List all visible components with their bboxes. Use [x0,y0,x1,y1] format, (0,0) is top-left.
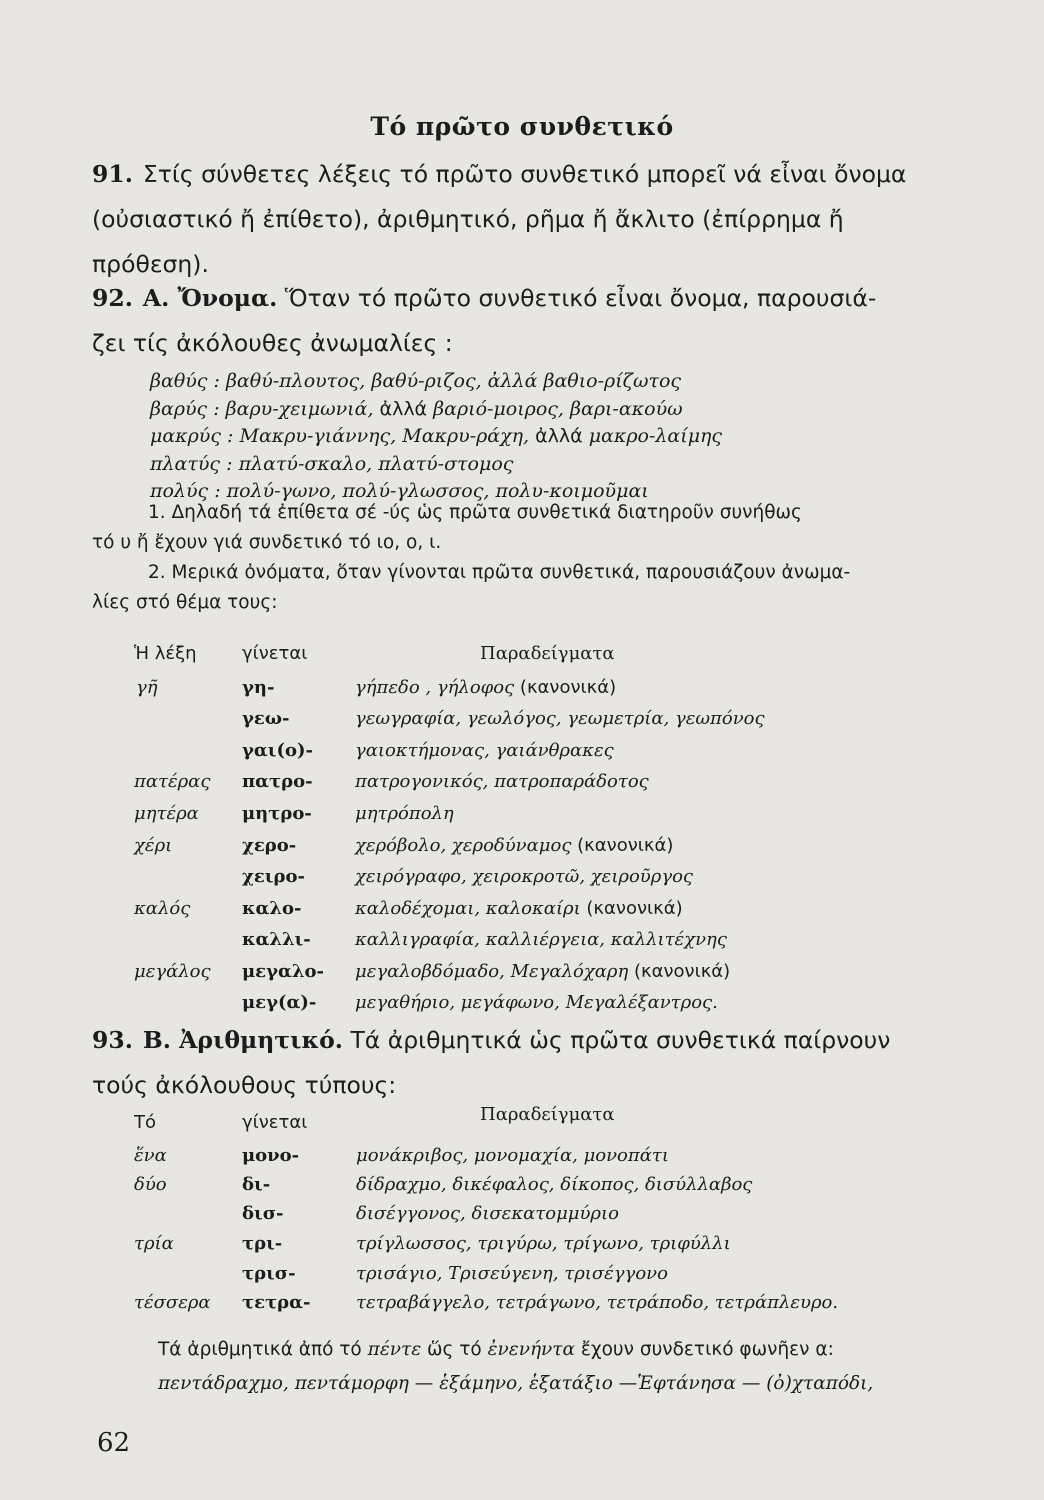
note-2-line-1: 2. Μερικά ὀνόματα, ὅταν γίνονται πρῶτα συνθετικά, παρουσιάζουν ἀνωμα- [148,562,851,583]
table-row-examples [355,677,616,698]
closing-text: Τά ἀριθμητικά ἀπό τό [158,1339,362,1360]
adjective: βαρύς : [150,397,220,420]
column-header: Ἡ λέξη [134,643,197,664]
section-heading: Α. Ὄνομα. [142,284,278,312]
table-row-prefix: τετρα- [242,1292,311,1313]
paragraph-91 [92,152,952,287]
table-row-prefix: μητρο- [242,803,312,824]
column-header: γίνεται [242,643,308,664]
table-row-word: τέσσερα [134,1292,211,1313]
paragraph-92-line-2: ζει τίς ἀκόλουθες ἀνωμαλίες : [92,329,453,357]
table-row-examples: χειρόγραφο, χειροκροτῶ, χειροῦργος [355,866,694,887]
numeral-word: ἐνενήντα [487,1339,576,1360]
paragraph-93 [92,1018,952,1108]
table-row-prefix: χειρο- [242,866,305,887]
table-row-examples: καλλιγραφία, καλλιέργεια, καλλιτέχνης [355,929,727,950]
example: πολύ-γωνο, [226,480,337,502]
closing-text: ἔχουν συνδετικό φωνῆεν α: [580,1339,834,1360]
example: πλατύ-στομος [378,452,514,475]
table-row-examples: γαιοκτήμονας, γαιάνθρακες [355,740,614,761]
table-row-examples [355,961,730,982]
column-header: Παραδείγματα [480,643,615,664]
paragraph-text: Στίς σύνθετες λέξεις τό πρῶτο συνθετικό μπορεῖ νά εἶναι ὄνομα [142,160,907,188]
examples-text: χερόβολο, χεροδύναμος [355,835,572,856]
adjective: πλατύς : [150,452,233,475]
paragraph-91-line-2: (οὐσιαστικό ἤ ἐπίθετο), ἀριθμητικό, ρῆμα ἤ ἄκλιτο (ἐπίρρημα ἤ [92,205,844,233]
example: Μακρυ-ράχη, [402,425,530,447]
table-row-prefix: δισ- [242,1203,284,1224]
table-row-word: μεγάλος [134,961,211,982]
example: μακρο-λαίμης [588,425,723,447]
table-row-examples: δισέγγονος, δισεκατομμύριο [356,1203,619,1224]
list-item [150,451,950,479]
table-row-prefix: τρισ- [242,1263,296,1284]
paragraph-92 [92,276,952,366]
examples-text: καλοδέχομαι, καλοκαίρι [355,898,581,919]
list-item [150,396,950,424]
table-row-prefix: γαι(ο)- [242,740,313,761]
table-row-word: μητέρα [134,803,199,824]
table-row-examples: τετραβάγγελο, τετράγωνο, τετράποδο, τετράπλευρο. [356,1292,839,1313]
numeral-word: πέντε [367,1339,422,1360]
table-row-prefix: γεω- [242,708,290,729]
table-row-word: τρία [134,1233,174,1254]
column-header: γίνεται [242,1112,308,1133]
table-row-word: ἕνα [134,1145,167,1166]
examples-text: γήπεδο , γήλοφος [355,677,515,698]
regular-note: (κανονικά) [633,961,731,982]
table-row-word: πατέρας [134,771,211,792]
example: βαθιο-ρίζωτος [543,370,682,392]
paragraph-text: Ὅταν τό πρῶτο συνθετικό εἶναι ὄνομα, παρουσιά- [284,284,877,312]
table-row-prefix: τρι- [242,1233,283,1254]
table-row-examples: τρίγλωσσος, τριγύρω, τρίγωνο, τριφύλλι [356,1233,731,1254]
notes [92,498,962,618]
regular-note: (κανονικά) [519,677,617,698]
table-row-examples [355,835,673,856]
example: πολύ-γλωσσος, [342,480,490,502]
paragraph-text: Τά ἀριθμητικά ὡς πρῶτα συνθετικά παίρνουν [350,1026,891,1054]
example: βαριό-μοιρος, βαρι-ακούω [433,397,683,420]
closing-line-1 [158,1333,978,1367]
example: βαθύ-ριζος, [371,370,482,392]
paragraph-number: 91. [92,160,133,188]
table-row-examples: τρισάγιο, Τρισεύγενη, τρισέγγονο [356,1263,668,1284]
paragraph-number: 93. [92,1026,133,1054]
paragraph-91-line-1 [92,152,952,197]
but-word: ἀλλά [487,370,538,392]
table-row-prefix: καλο- [242,898,302,919]
column-header: Παραδείγματα [480,1104,615,1125]
closing-paragraph [158,1333,978,1401]
table-row-prefix: μονο- [242,1145,300,1166]
page-number: 62 [97,1428,131,1458]
note-2-line-2: λίες στό θέμα τους: [92,592,278,613]
paragraph-number: 92. [92,284,133,312]
adjective: μακρύς : [150,425,234,447]
regular-note: (κανονικά) [586,898,683,919]
paragraph-92-line-1 [92,276,952,321]
adjective: βαθύς : [150,370,220,392]
table-row-word: γῆ [136,677,158,698]
column-header: Τό [134,1112,157,1133]
table-row-examples: πατρογονικός, πατροπαράδοτος [355,771,649,792]
closing-text: ὥς τό [427,1339,482,1360]
example: πλατύ-σκαλο, [238,452,373,475]
table-row-word: δύο [134,1174,167,1195]
list-item [150,368,950,396]
paragraph-93-line-1 [92,1018,952,1063]
table-row-examples [355,898,683,919]
but-word: ἀλλά [535,425,583,447]
table-row-examples: γεωγραφία, γεωλόγος, γεωμετρία, γεωπόνος [355,708,765,729]
table-row-prefix: πατρο- [242,771,313,792]
list-item [150,423,950,451]
table-row-prefix: μεγ(α)- [242,992,317,1013]
section-heading: Β. Ἀριθμητικό. [142,1026,343,1054]
adjective: πολύς : [150,480,221,502]
irregularities-list [150,368,950,506]
example: βαρυ-χειμωνιά, [225,397,374,420]
paragraph-91-line-3: πρόθεση). [92,250,209,278]
table-row-prefix: μεγαλο- [242,961,324,982]
example: Μακρυ-γιάννης, [239,425,397,447]
table-row-examples: μονάκριβος, μονομαχία, μονοπάτι [356,1145,669,1166]
table-row-examples: δίδραχμο, δικέφαλος, δίκοπος, δισύλλαβος [356,1174,753,1195]
but-word: ἀλλά [379,397,428,420]
note-1-line-2: τό υ ἤ ἔχουν γιά συνδετικό τό ιο, ο, ι. [92,532,442,553]
table-row-prefix: γη- [242,677,275,698]
paragraph-93-line-2: τούς ἀκόλουθους τύπους: [92,1071,397,1099]
table-row-examples: μητρόπολη [355,803,454,824]
regular-note: (κανονικά) [577,835,674,856]
examples-text: μεγαλοβδόμαδο, Μεγαλόχαρη [355,961,629,982]
table-row-examples: μεγαθήριο, μεγάφωνο, Μεγαλέξαντρος. [355,992,718,1013]
table-row-prefix: χερο- [242,835,297,856]
section-title: Τό πρῶτο συνθετικό [370,112,674,141]
table-row-word: χέρι [134,835,173,856]
table-row-word: καλός [134,898,191,919]
example: πολυ-κοιμοῦμαι [495,480,649,502]
example: βαθύ-πλουτος, [225,370,366,392]
note-1-line-1: 1. Δηλαδή τά ἐπίθετα σέ -ύς ὡς πρῶτα συνθετικά διατηροῦν συνήθως [148,502,802,523]
closing-examples: πεντάδραχμο, πεντάμορφη — ἑξάμηνο, ἑξατάξιο —Ἑφτάνησα — (ὀ)χταπόδι, [158,1373,874,1394]
table-row-prefix: δι- [242,1174,271,1195]
table-row-prefix: καλλι- [242,929,311,950]
